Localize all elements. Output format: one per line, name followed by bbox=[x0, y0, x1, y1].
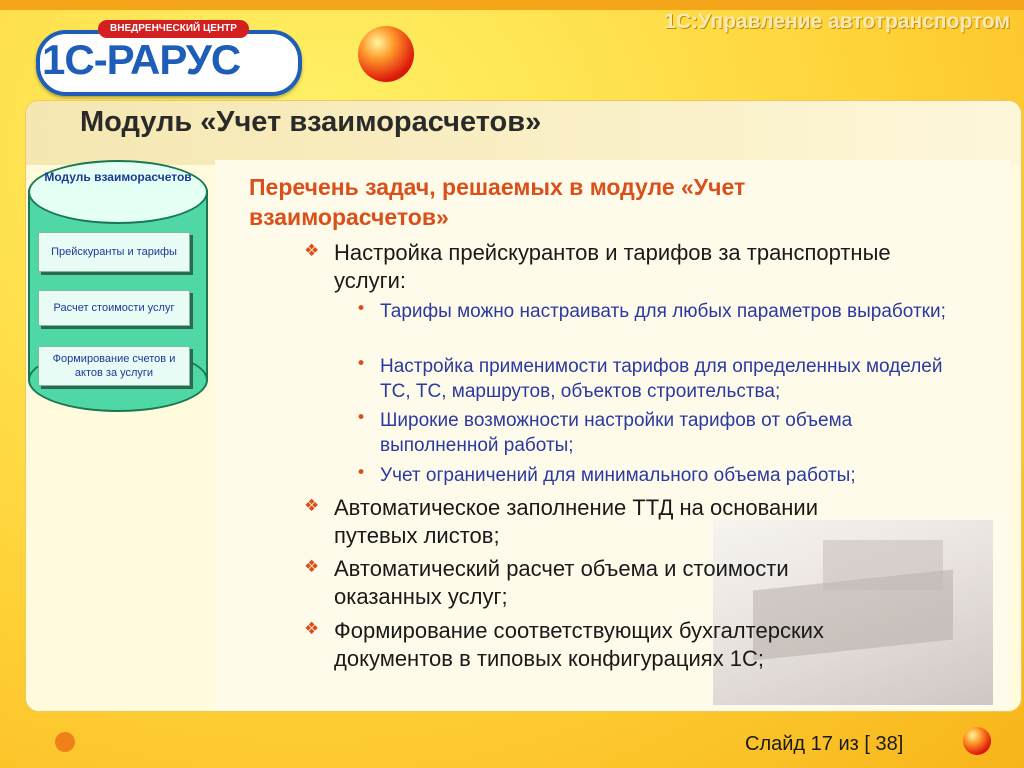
logo-badge: ВНЕДРЕНЧЕСКИЙ ЦЕНТР bbox=[98, 20, 249, 38]
bullet-icon: • bbox=[356, 354, 367, 374]
task-subitem: Настройка применимости тарифов для определенных моделей ТС, ТС, маршрутов, объектов строительства; bbox=[380, 356, 943, 402]
diamond-bullet-icon: ❖ bbox=[304, 241, 320, 261]
task-item: Формирование соответствующих бухгалтерских документов в типовых конфигурациях 1С; bbox=[334, 618, 824, 671]
module-diagram-title: Модуль взаиморасчетов bbox=[44, 170, 192, 184]
page-title: Модуль «Учет взаиморасчетов» bbox=[80, 106, 542, 138]
slide-counter: Слайд 17 из [ 38] bbox=[745, 733, 904, 755]
task-subitem: Широкие возможности настройки тарифов от объема выполненной работы; bbox=[380, 410, 853, 456]
task-item: Автоматический расчет объема и стоимости оказанных услуг; bbox=[334, 556, 789, 609]
diamond-bullet-icon: ❖ bbox=[304, 557, 320, 577]
decorative-dot-icon bbox=[55, 732, 75, 752]
decorative-ball-icon bbox=[963, 727, 991, 755]
task-item: Настройка прейскурантов и тарифов за транспортные услуги: bbox=[334, 240, 891, 293]
task-subitem: Тарифы можно настраивать для любых параметров выработки; bbox=[380, 301, 946, 322]
task-subitem: Учет ограничений для минимального объема работы; bbox=[380, 465, 856, 486]
diamond-bullet-icon: ❖ bbox=[304, 619, 320, 639]
bullet-icon: • bbox=[356, 463, 367, 483]
bullet-icon: • bbox=[356, 408, 367, 428]
product-title: 1С:Управление автотранспортом bbox=[664, 10, 1010, 33]
module-diagram bbox=[28, 160, 208, 408]
decorative-ball-icon bbox=[358, 26, 414, 82]
top-stripe bbox=[0, 0, 1024, 10]
diamond-bullet-icon: ❖ bbox=[304, 496, 320, 516]
task-item: Автоматическое заполнение ТТД на основании путевых листов; bbox=[334, 495, 819, 548]
module-item: Формирование счетов и актов за услуги bbox=[38, 346, 190, 386]
module-item: Прейскуранты и тарифы bbox=[38, 232, 190, 272]
module-item: Расчет стоимости услуг bbox=[38, 290, 190, 326]
logo-text: 1С-РАРУС bbox=[42, 36, 241, 83]
section-title: Перечень задач, решаемых в модуле «Учет взаиморасчетов» bbox=[249, 174, 746, 230]
bullet-icon: • bbox=[356, 299, 367, 319]
company-logo bbox=[30, 20, 320, 90]
